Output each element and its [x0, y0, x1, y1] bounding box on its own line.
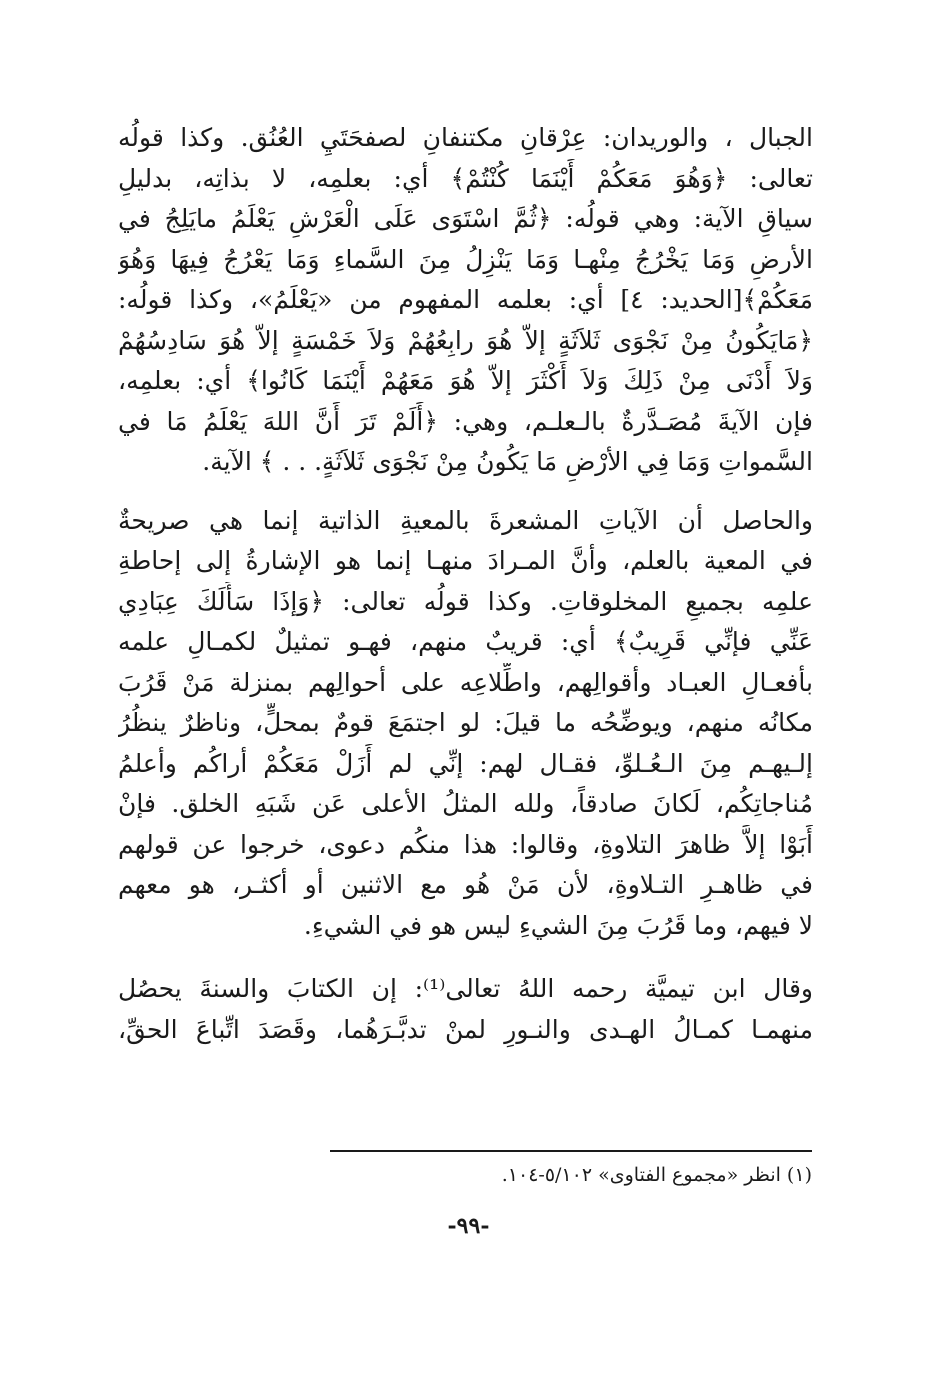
- paragraph-gap: [118, 483, 813, 501]
- text-line: في المعية بالعلم، وأنَّ المـرادَ منهـا إنما هو الإشارةُ إلى إحاطةِ: [118, 546, 813, 575]
- text-line: وقال ابن تيميَّة رحمه اللهُ تعالى⁽¹⁾: إن الكتابَ والسنةَ يحصُل: [118, 974, 813, 1003]
- text-line: عَنِّي فإنِّي قَرِيبٌ﴾ أي: قريبٌ منهم، فهـو تمثيلٌ لكمـالِ علمه: [118, 627, 813, 656]
- text-line: والحاصل أن الآياتِ المشعرةَ بالمعيةِ الذاتية إنما هي صريحةٌ: [118, 505, 813, 535]
- paragraph-1: [118, 118, 813, 483]
- text-line: الجبال ، والوريدان: عِرْقانِ مكتنفانِ لصفحَتَيِ العُنُق. وكذا قولُه: [118, 123, 813, 152]
- text-line: السَّمواتِ وَمَا فِي الأرْضِ مَا يَكُونُ مِنْ نَجْوَى ثَلاَثَةٍ. . . ﴾ الآية.: [202, 447, 813, 476]
- paragraph-gap: [118, 946, 813, 969]
- text-line: منهمـا كمـالُ الهـدى والنـورِ لمنْ تدبَّـرَهُما، وقَصَدَ اتِّباعَ الحقِّ،: [118, 1014, 813, 1044]
- text-line: بأفعـالِ العبـاد وأقوالِهم، واطِّلاعِه على أحوالِهم بمنزلة مَنْ قَرُبَ: [118, 667, 813, 697]
- text-line: لا فيهم، وما قَرُبَ مِنَ الشيءِ ليس هو في الشيءِ.: [303, 910, 813, 940]
- text-line: سياقِ الآية: وهي قولُه: ﴿ثُمَّ اسْتَوَى عَلَى الْعَرْشِ يَعْلَمُ مايَلِجُ في: [118, 204, 813, 233]
- page-body: [118, 118, 813, 1050]
- text-line: تعالى: ﴿وَهُوَ مَعَكُمْ أَيْنَمَا كُنْتُمْ﴾ أي: بعلمِه، لا بذاتِه، بدليلِ: [118, 163, 813, 193]
- footnote: (١) انظر «مجموع الفتاوى» ٥/١٠٢-١٠٤.: [501, 1164, 812, 1186]
- text-line: مُناجاتِكُم، لَكانَ صادقاً، ولله المثلُ الأعلى عَن شَبَهِ الخلق. فإنْ: [118, 789, 813, 818]
- paragraph-2: [118, 501, 813, 947]
- text-line: أَبَوْا إلاَّ ظاهرَ التلاوةِ، وقالوا: هذا منكُم دعوى، خرجوا عن قولهم: [118, 829, 813, 859]
- text-line: في ظاهـرِ التـلاوةِ، لأن مَنْ هُو مع الاثنين أو أكثـر، هو معهم: [118, 870, 813, 899]
- text-line: وَلاَ أَدْنَى مِنْ ذَلِكَ وَلاَ أَكْثَرَ إلاّ هُوَ مَعَهُمْ أَيْنَمَا كَانُوا﴾ أي: بعلمِه،: [118, 366, 813, 395]
- text-line: مكانُه منهم، ويوضِّحُه ما قيلَ: لو اجتمَعَ قومٌ بمحلٍّ، وناظرٌ ينظُرُ: [118, 708, 813, 737]
- text-line: إلـيهـم مِنَ الـعُـلوِّ، فقـال لهم: إنِّي لم أَزَلْ مَعَكُمْ أراكُم وأعلمُ: [118, 748, 813, 778]
- text-line: مَعَكُمْ﴾[الحديد: ٤] أي: بعلمه المفهوم من «يَعْلَمُ»، وكذا قولُه:: [118, 285, 813, 314]
- text-line: فإن الآيةَ مُصَـدَّرةٌ بالـعلـم، وهي: ﴿أَلَمْ تَرَ أَنَّ اللهَ يَعْلَمُ مَا في: [118, 406, 813, 436]
- text-line: الأرضِ وَمَا يَخْرُجُ مِنْهـا وَمَا يَنْزِلُ مِنَ السَّماءِ وَمَا يَعْرُجُ فِيهَا وَهُوَ: [118, 244, 813, 274]
- text-line: ﴿مَايَكُونُ مِنْ نَجْوَى ثَلاَثَةٍ إلاّ هُوَ رابِعُهُمْ وَلاَ خَمْسَةٍ إلاّ هُوَ سَادِسُهُمْ: [118, 325, 813, 355]
- footnote-separator: [330, 1150, 812, 1152]
- text-line: علمِه بجميعِ المخلوقاتِ. وكذا قولُه تعالى: ﴿وَإذَا سَأَلَكَ عِبَادِي: [118, 586, 813, 616]
- paragraph-3: [118, 969, 813, 1050]
- page-number: -٩٩-: [447, 1213, 490, 1239]
